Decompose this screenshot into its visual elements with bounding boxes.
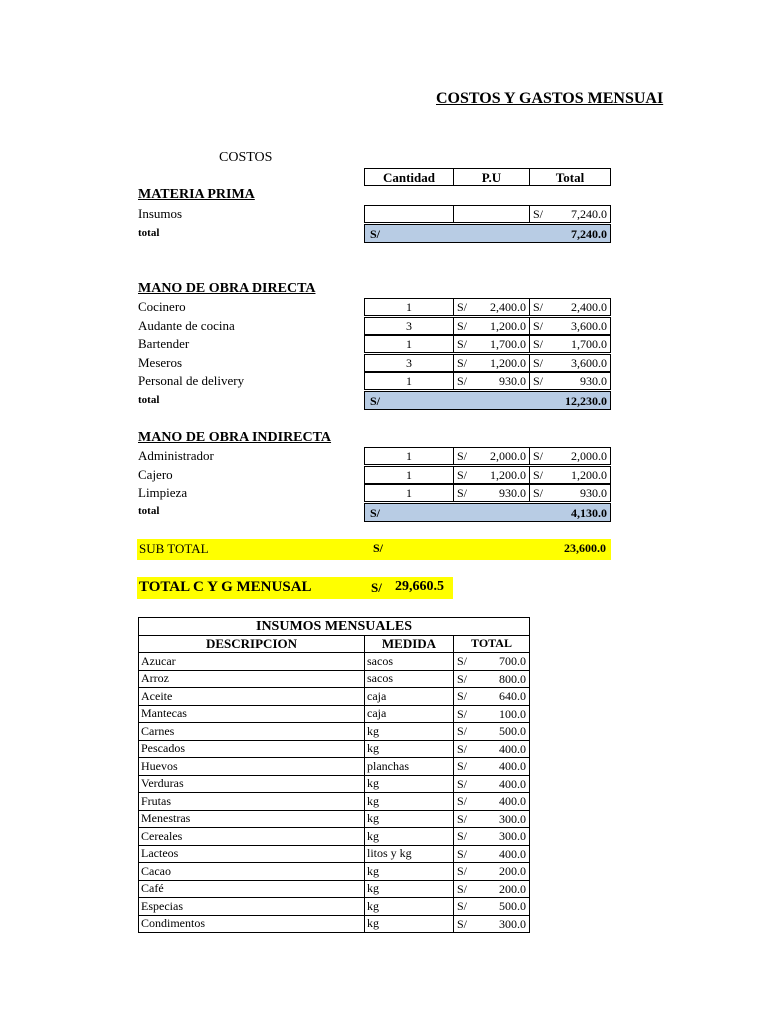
qty-value: 1 xyxy=(406,300,412,314)
currency-symbol: S/ xyxy=(457,374,468,389)
currency-symbol: S/ xyxy=(533,300,544,314)
currency-symbol: S/ xyxy=(533,467,544,482)
cell-total xyxy=(454,688,530,706)
currency-symbol: S/ xyxy=(457,300,468,314)
cell-medida: kg xyxy=(365,810,454,828)
currency-symbol: S/ xyxy=(457,846,468,861)
total-value: 640.0 xyxy=(499,689,526,703)
table-row xyxy=(139,688,530,706)
cell-total xyxy=(529,298,611,316)
cell-medida: litos y kg xyxy=(365,845,454,863)
cell-pu xyxy=(453,466,530,484)
total-value: 200.0 xyxy=(499,864,526,878)
total-value: 400.0 xyxy=(499,846,526,861)
cell-medida: kg xyxy=(365,915,454,933)
total-value: 400.0 xyxy=(499,794,526,808)
currency-symbol: S/ xyxy=(457,486,468,501)
cell-descripcion: Cereales xyxy=(139,828,365,846)
currency-symbol: S/ xyxy=(457,899,468,913)
qty-value: 1 xyxy=(406,337,412,352)
currency-symbol: S/ xyxy=(457,794,468,808)
qty-value: 3 xyxy=(406,318,412,333)
total-value: 800.0 xyxy=(499,671,526,686)
cell-medida: kg xyxy=(365,723,454,741)
total-value: 1,700.0 xyxy=(571,337,607,352)
qty-value: 1 xyxy=(406,467,412,482)
table-row xyxy=(139,793,530,811)
cell-descripcion: Carnes xyxy=(139,723,365,741)
section-total-bar xyxy=(364,503,611,522)
cell-qty xyxy=(364,335,454,353)
section-mano-obra-indirecta: MANO DE OBRA INDIRECTA xyxy=(138,430,332,445)
cell-total xyxy=(529,317,611,335)
cell-medida: sacos xyxy=(365,653,454,671)
header-total: Total xyxy=(529,168,611,186)
row-label: Bartender xyxy=(138,336,190,352)
currency-symbol: S/ xyxy=(457,741,468,756)
cell-descripcion: Verduras xyxy=(139,775,365,793)
cell-qty xyxy=(364,372,454,390)
currency-symbol: S/ xyxy=(457,916,468,931)
cell-total xyxy=(454,705,530,723)
subtotal-row xyxy=(137,539,611,560)
section-total-bar xyxy=(364,391,611,410)
currency-symbol: S/ xyxy=(533,486,544,501)
cell-total xyxy=(454,775,530,793)
cell-pu xyxy=(453,354,530,372)
cell-medida: planchas xyxy=(365,758,454,776)
cell-total xyxy=(529,466,611,484)
section-total-bar xyxy=(364,224,611,243)
cell-total xyxy=(454,915,530,933)
cell-total xyxy=(529,484,611,502)
cell-total xyxy=(454,810,530,828)
cell-total xyxy=(529,372,611,390)
currency-symbol: S/ xyxy=(533,449,544,463)
header-medida: MEDIDA xyxy=(365,635,454,653)
cell-total xyxy=(454,740,530,758)
cell-pu xyxy=(453,447,530,465)
table-row xyxy=(139,845,530,863)
currency-symbol: S/ xyxy=(457,654,468,668)
cell-total xyxy=(454,863,530,881)
currency-symbol: S/ xyxy=(371,580,382,595)
pu-value: 1,200.0 xyxy=(490,318,526,333)
cell-total xyxy=(529,354,611,372)
cell-total xyxy=(454,670,530,688)
cell-total xyxy=(454,758,530,776)
cell-descripcion: Especias xyxy=(139,898,365,916)
cell-qty xyxy=(364,466,454,484)
currency-symbol: S/ xyxy=(457,759,468,773)
currency-symbol: S/ xyxy=(457,318,468,333)
cell-medida: kg xyxy=(365,863,454,881)
table-row xyxy=(139,810,530,828)
currency-symbol: S/ xyxy=(457,881,468,896)
currency-symbol: S/ xyxy=(457,811,468,826)
total-value: 2,000.0 xyxy=(571,449,607,463)
cell-medida: caja xyxy=(365,705,454,723)
total-value: 400.0 xyxy=(499,741,526,756)
total-value: 300.0 xyxy=(499,829,526,843)
total-label: total xyxy=(138,227,160,239)
row-label: Administrador xyxy=(138,448,214,463)
grand-total-row xyxy=(137,577,453,599)
header-pu: P.U xyxy=(453,168,530,186)
total-value: 700.0 xyxy=(499,654,526,668)
cell-descripcion: Frutas xyxy=(139,793,365,811)
cell-total xyxy=(529,447,611,465)
insumos-table xyxy=(138,617,530,933)
section-materia-prima: MATERIA PRIMA xyxy=(138,187,255,202)
qty-value: 3 xyxy=(406,355,412,370)
total-value: 7,240.0 xyxy=(571,207,607,221)
cell-medida: caja xyxy=(365,688,454,706)
table-row xyxy=(139,740,530,758)
table-row xyxy=(139,880,530,898)
total-value: 930.0 xyxy=(580,486,607,501)
cell-descripcion: Lacteos xyxy=(139,845,365,863)
table-row xyxy=(139,828,530,846)
currency-symbol: S/ xyxy=(457,706,468,721)
total-label: total xyxy=(138,505,160,517)
cell-medida: sacos xyxy=(365,670,454,688)
cell-descripcion: Café xyxy=(139,880,365,898)
currency-symbol: S/ xyxy=(457,776,468,791)
total-value: 300.0 xyxy=(499,916,526,931)
cell-total xyxy=(454,793,530,811)
qty-value: 1 xyxy=(406,486,412,501)
cell-descripcion: Aceite xyxy=(139,688,365,706)
cell-medida: kg xyxy=(365,828,454,846)
total-value: 3,600.0 xyxy=(571,318,607,333)
page-title: COSTOS Y GASTOS MENSUAI xyxy=(436,90,664,107)
cell-total xyxy=(454,723,530,741)
total-value: 300.0 xyxy=(499,811,526,826)
currency-symbol: S/ xyxy=(457,829,468,843)
qty-value: 1 xyxy=(406,374,412,389)
total-value: 1,200.0 xyxy=(571,467,607,482)
table-row xyxy=(139,863,530,881)
cell-pu xyxy=(453,484,530,502)
cell-pu xyxy=(453,317,530,335)
cell-descripcion: Pescados xyxy=(139,740,365,758)
header-total: TOTAL xyxy=(454,635,530,653)
pu-value: 1,200.0 xyxy=(490,355,526,370)
insumos-title-row xyxy=(139,618,530,636)
table-row xyxy=(139,723,530,741)
table-row xyxy=(139,758,530,776)
currency-symbol: S/ xyxy=(457,671,468,686)
cell-descripcion: Menestras xyxy=(139,810,365,828)
cell-pu xyxy=(453,335,530,353)
total-value: 400.0 xyxy=(499,776,526,791)
total-value: 930.0 xyxy=(580,374,607,389)
currency-symbol: S/ xyxy=(457,467,468,482)
currency-symbol: S/ xyxy=(457,449,468,463)
cell-descripcion: Mantecas xyxy=(139,705,365,723)
cell-pu xyxy=(453,372,530,390)
total-value: 500.0 xyxy=(499,899,526,913)
pu-value: 1,700.0 xyxy=(490,337,526,352)
currency-symbol: S/ xyxy=(370,227,381,241)
cell-medida: kg xyxy=(365,898,454,916)
total-value: 500.0 xyxy=(499,724,526,738)
grand-total-label: TOTAL C Y G MENUSAL xyxy=(139,579,312,595)
pu-value: 1,200.0 xyxy=(490,467,526,482)
cell-medida: kg xyxy=(365,775,454,793)
row-label: Cajero xyxy=(138,466,173,482)
table-row xyxy=(139,915,530,933)
currency-symbol: S/ xyxy=(533,207,544,221)
cell-qty xyxy=(364,484,454,502)
table-row xyxy=(139,775,530,793)
row-label: Personal de delivery xyxy=(138,373,245,389)
insumos-title: INSUMOS MENSUALES xyxy=(139,618,530,636)
currency-symbol: S/ xyxy=(457,724,468,738)
subtotal-value: 23,600.0 xyxy=(564,541,606,555)
currency-symbol: S/ xyxy=(457,337,468,352)
total-value: 200.0 xyxy=(499,881,526,896)
cell-total xyxy=(454,653,530,671)
cell-medida: kg xyxy=(365,740,454,758)
costos-label: COSTOS xyxy=(219,150,273,165)
table-row xyxy=(139,705,530,723)
cell-total xyxy=(529,205,611,223)
row-label: Audante de cocina xyxy=(138,317,235,333)
row-label: Cocinero xyxy=(138,299,186,314)
subtotal-label: SUB TOTAL xyxy=(139,541,209,556)
section-mano-obra-directa: MANO DE OBRA DIRECTA xyxy=(138,281,316,296)
cell-medida: kg xyxy=(365,793,454,811)
cell-total xyxy=(529,335,611,353)
currency-symbol: S/ xyxy=(457,864,468,878)
qty-value: 1 xyxy=(406,449,412,463)
pu-value: 2,000.0 xyxy=(490,449,526,463)
row-label: Limpieza xyxy=(138,485,188,501)
cell-descripcion: Cacao xyxy=(139,863,365,881)
currency-symbol: S/ xyxy=(533,374,544,389)
table-row xyxy=(139,653,530,671)
pu-value: 2,400.0 xyxy=(490,300,526,314)
cell-medida: kg xyxy=(365,880,454,898)
row-label: Insumos xyxy=(138,206,183,221)
cell-qty xyxy=(364,447,454,465)
cell-qty xyxy=(364,205,454,223)
cell-total xyxy=(454,845,530,863)
cell-total xyxy=(454,898,530,916)
row-label: Meseros xyxy=(138,354,183,370)
cell-qty xyxy=(364,317,454,335)
cell-qty xyxy=(364,354,454,372)
cell-pu xyxy=(453,298,530,316)
currency-symbol: S/ xyxy=(370,506,381,520)
cell-total xyxy=(454,880,530,898)
header-cantidad: Cantidad xyxy=(364,168,454,186)
total-value: 2,400.0 xyxy=(571,300,607,314)
section-total-value: 7,240.0 xyxy=(571,227,607,241)
cell-descripcion: Huevos xyxy=(139,758,365,776)
total-label: total xyxy=(138,394,160,406)
cell-descripcion: Azucar xyxy=(139,653,365,671)
pu-value: 930.0 xyxy=(499,486,526,501)
currency-symbol: S/ xyxy=(457,355,468,370)
pu-value: 930.0 xyxy=(499,374,526,389)
currency-symbol: S/ xyxy=(457,689,468,703)
cell-descripcion: Condimentos xyxy=(139,915,365,933)
cell-qty xyxy=(364,298,454,316)
cell-total xyxy=(454,828,530,846)
currency-symbol: S/ xyxy=(373,541,384,555)
currency-symbol: S/ xyxy=(533,337,544,352)
table-row xyxy=(139,898,530,916)
cell-descripcion: Arroz xyxy=(139,670,365,688)
total-value: 3,600.0 xyxy=(571,355,607,370)
cell-pu xyxy=(453,205,530,223)
section-total-value: 4,130.0 xyxy=(571,506,607,520)
insumos-header-row xyxy=(139,635,530,653)
total-value: 100.0 xyxy=(499,706,526,721)
currency-symbol: S/ xyxy=(533,355,544,370)
table-row xyxy=(139,670,530,688)
section-total-value: 12,230.0 xyxy=(565,394,607,408)
currency-symbol: S/ xyxy=(370,394,381,408)
total-value: 400.0 xyxy=(499,759,526,773)
header-descripcion: DESCRIPCION xyxy=(139,635,365,653)
grand-total-value: 29,660.5 xyxy=(395,579,444,594)
currency-symbol: S/ xyxy=(533,318,544,333)
